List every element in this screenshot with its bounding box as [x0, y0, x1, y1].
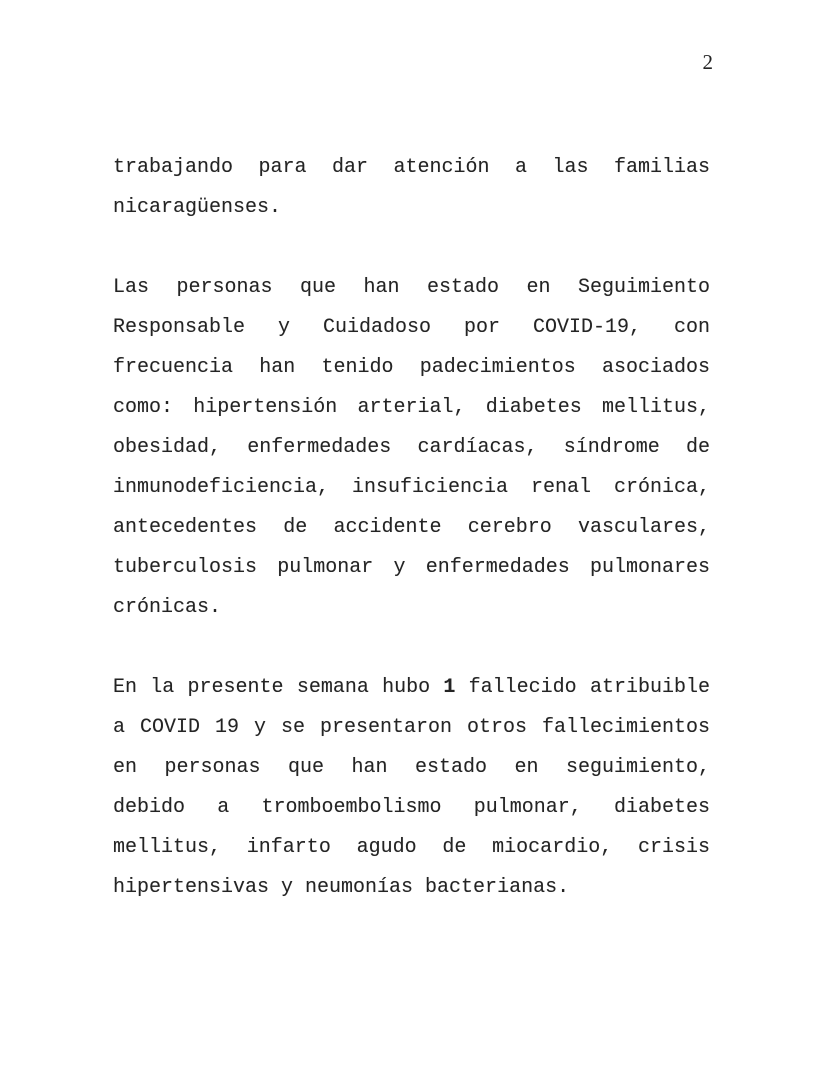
text-segment: En la presente semana hubo — [113, 676, 431, 699]
text-line: crónicas. — [113, 596, 222, 619]
paragraph-deaths — [113, 668, 710, 908]
text-line: antecedentes de accidente cerebro vasculares, — [113, 516, 710, 539]
text-line: nicaragüenses. — [113, 196, 282, 219]
text-line: en personas que han estado en seguimiento, — [113, 756, 710, 779]
document-body — [113, 148, 710, 948]
paragraph-comorbidities — [113, 268, 710, 628]
text-line: mellitus, infarto agudo de miocardio, crisis — [113, 836, 710, 859]
text-line: obesidad, enfermedades cardíacas, síndrome de — [113, 436, 710, 459]
text-line: debido a tromboembolismo pulmonar, diabetes — [113, 796, 710, 819]
page-number: 2 — [702, 50, 713, 74]
bold-death-count: 1 — [443, 676, 456, 699]
paragraph-families — [113, 148, 710, 228]
text-line: Responsable y Cuidadoso por COVID-19, con — [113, 316, 710, 339]
text-line: inmunodeficiencia, insuficiencia renal crónica, — [113, 476, 710, 499]
text-line: a COVID 19 y se presentaron otros fallecimientos — [113, 716, 710, 739]
text-line: como: hipertensión arterial, diabetes mellitus, — [113, 396, 710, 419]
text-line: tuberculosis pulmonar y enfermedades pulmonares — [113, 556, 710, 579]
text-segment: fallecido atribuible — [468, 676, 710, 699]
text-line: trabajando para dar atención a las familias — [113, 156, 710, 179]
text-line: hipertensivas y neumonías bacterianas. — [113, 876, 570, 899]
text-line: frecuencia han tenido padecimientos asociados — [113, 356, 710, 379]
text-line — [113, 668, 710, 708]
text-line: Las personas que han estado en Seguimiento — [113, 276, 710, 299]
